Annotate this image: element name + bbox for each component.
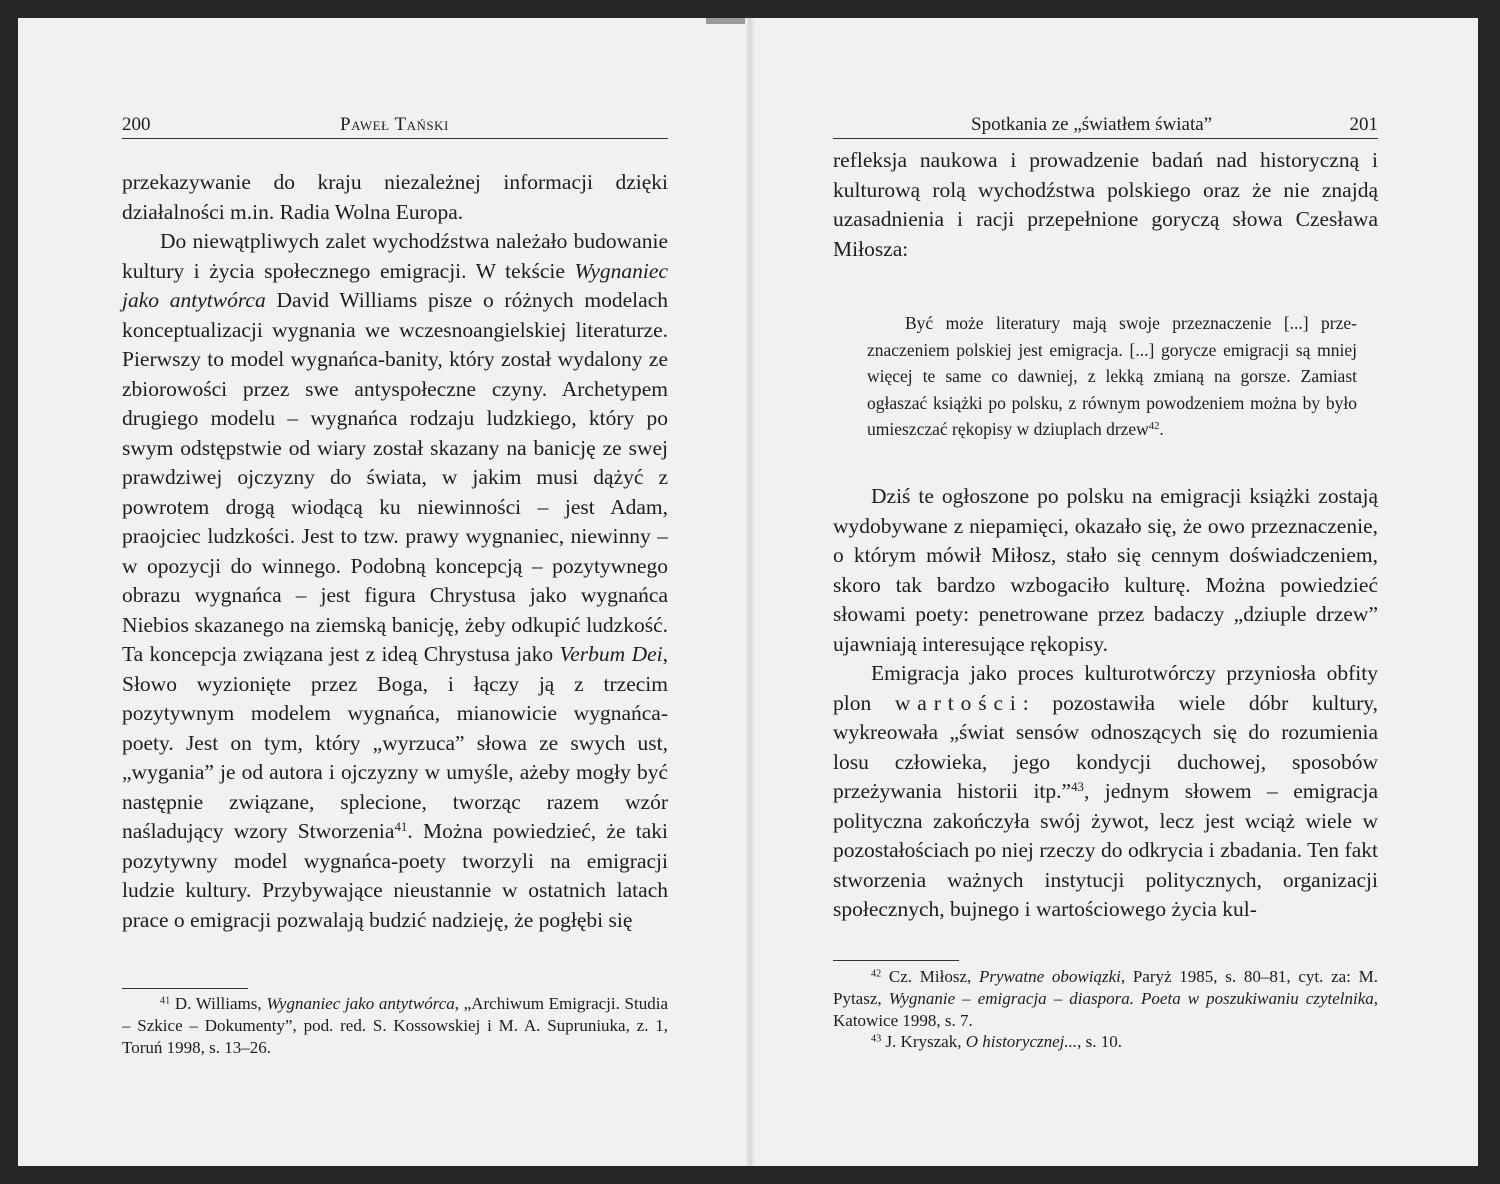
italic-text: Wygnaniec jako antytwórca xyxy=(266,994,455,1013)
italic-text: Wygnanie – emigracja – diaspora. Poeta w poszukiwaniu czytelnika xyxy=(888,988,1374,1008)
text-run: David Williams pisze o różnych modelach konceptualizacji wygnania we wczesnoangielskiej literaturze. Pierwszy to model wygnańca-banity, który został wydalony ze zbiorowości przez swe antyspołeczne czyny. Archetypem drugiego modelu – wygnańca rodzaju ludzkiego, który po swym odstępstwie od wiary został skazany na banicję ze swej prawdziwej ojczyzny do świata, w jakim musi dążyć z powrotem drogą wiodącą ku niewinności – jest Adam, praojciec ludzkości. Jest to tzw. prawy wygnaniec, niewinny – w opozycji do winnego. Podobną koncepcją – pozytywnego obrazu wygnańca – jest figura Chrystusa jako wygnańca Niebios skazanego na ziemską banicję, żeby odkupić ludzkość. Ta koncepcja związana jest z ideą Chrystusa jako xyxy=(122,288,668,666)
left-body-text xyxy=(122,168,668,935)
right-body-text-bottom xyxy=(833,482,1378,925)
italic-text: Wygnaniec jako antytwórca xyxy=(122,258,668,312)
text-run: , Paryż 1985, s. 80–81, cyt. za: M. Pytasz, xyxy=(833,967,1378,1008)
right-page-header xyxy=(833,112,1378,139)
book-spread xyxy=(18,18,1478,1166)
text-run: Cz. Miłosz, xyxy=(881,967,979,986)
paragraph xyxy=(122,168,668,227)
paragraph xyxy=(833,1031,1378,1053)
text-run: . Można powiedzieć, że taki pozytywny model wygnańca-poety tworzyli na emigracji ludzie kultury. Przybywające nieustannie w ostatnich latach prace o emigracji pozwalają budzić nadzieję, że pogłębi się xyxy=(122,819,668,932)
text-run: : pozostawiła wiele dóbr kultury, wykreowała „świat sensów odnoszących się do rozumienia losu człowieka, jego kondycji duchowej, sposobów przeżywania historii itp.” xyxy=(833,690,1378,803)
text-run: , Słowo wyzionięte przez Boga, i łączy ją z trzecim pozytywnym modelem wygnańca, mianowicie wygnańca-poety. Jest on tym, który „wyrzuca” słowa ze swych ust, „wygania” je od autora i ojczyzny w umyśle, ażeby mogły być następnie związane, splecione, tworząc razem wzór naśladujący wzory Stworzenia xyxy=(122,642,668,843)
text-run: , Katowice 1998, s. 7. xyxy=(833,988,1378,1030)
right-running-head: Spotkania ze „światłem świata” xyxy=(971,114,1213,135)
right-page xyxy=(755,18,1478,1166)
left-page-number: 200 xyxy=(122,114,151,135)
left-footnote-rule xyxy=(122,988,248,989)
text-run: Do niewątpliwych zalet wychodźstwa należało budowanie kultury i życia społecznego emigracji. W tekście xyxy=(122,229,668,283)
right-body-text-top xyxy=(833,146,1378,264)
spaced-emphasis: wartości xyxy=(894,690,1023,715)
block-quote xyxy=(867,310,1357,443)
italic-text: Prywatne obowiązki xyxy=(979,967,1121,986)
quote-paragraph xyxy=(867,310,1357,443)
paragraph xyxy=(833,146,1378,264)
footnote-ref: 43 xyxy=(871,1033,882,1045)
footnote-ref: 41 xyxy=(160,995,171,1007)
right-footnote-rule xyxy=(833,960,959,961)
right-footnotes xyxy=(833,966,1378,1053)
right-page-number: 201 xyxy=(1349,114,1378,135)
text-run: Być może literatury mają swoje przeznaczenie [...] przeznaczeniem polskiej jest emigracja. [...] gorycze emigracji są mniej więcej te same co dawniej, z lekką zmianą na gorsze. Zamiast ogłaszać książki po polsku, z równym powodzeniem można by było umieszczać rękopisy w dziuplach drzew xyxy=(867,313,1357,439)
italic-text: O historycznej... xyxy=(965,1032,1078,1052)
paragraph xyxy=(122,993,668,1058)
footnote-ref: 41 xyxy=(394,819,408,834)
footnote-ref: 43 xyxy=(1071,779,1084,794)
gutter xyxy=(745,18,755,1166)
footnote-ref: 42 xyxy=(871,968,882,980)
italic-text: Verbum Dei xyxy=(559,642,663,666)
left-page xyxy=(18,18,745,1166)
text-run: Emigracja jako proces kulturotwórczy przyniosła obfity plon xyxy=(833,661,1378,715)
text-run: D. Williams, xyxy=(170,994,267,1013)
text-run: refleksja naukowa i prowadzenie badań nad historyczną i kulturową rolą wychodźstwa polskiego oraz że nie znajdą uzasadnienia i racji przepełnione goryczą słowa Czesława Miłosza: xyxy=(833,148,1378,261)
paragraph xyxy=(833,482,1378,659)
text-run: . xyxy=(1159,419,1164,439)
footnote-ref: 42 xyxy=(1148,421,1160,433)
text-run: przekazywanie do kraju niezależnej informacji dzięki działalności m.in. Radia Wolna Europa. xyxy=(122,170,668,224)
paragraph xyxy=(122,227,668,935)
paragraph xyxy=(833,659,1378,925)
text-run: , „Archiwum Emigracji. Studia – Szkice – Dokumenty”, pod. red. S. Kossowskiej i M. A. Supruniuka, z. 1, Toruń 1998, s. 13–26. xyxy=(122,994,668,1057)
text-run: , jednym słowem – emigracja polityczna zakończyła swój żywot, lecz jest wciąż wiele w pozostałościach po niej rzeczy do odkrycia i zbadania. Ten fakt stworzenia ważnych instytucji politycznych, organizacji społecznych, bujnego i wartościowego życia kul- xyxy=(833,779,1378,921)
left-page-header xyxy=(122,112,668,139)
left-running-head: Paweł Tański xyxy=(340,114,449,135)
left-footnotes xyxy=(122,993,668,1058)
paragraph xyxy=(833,966,1378,1031)
text-run: , s. 10. xyxy=(1077,1032,1123,1052)
text-run: Dziś te ogłoszone po polsku na emigracji książki zostają wydobywane z niepamięci, okazało się, że owo przeznaczenie, o którym mówił Miłosz, stało się cennym doświadczeniem, skoro tak bardzo wzbogaciło kulturę. Można powiedzieć słowami poety: penetrowane przez badaczy „dziuple drzew” ujawniają interesujące rękopisy. xyxy=(833,484,1378,656)
text-run: J. Kryszak, xyxy=(881,1032,966,1052)
